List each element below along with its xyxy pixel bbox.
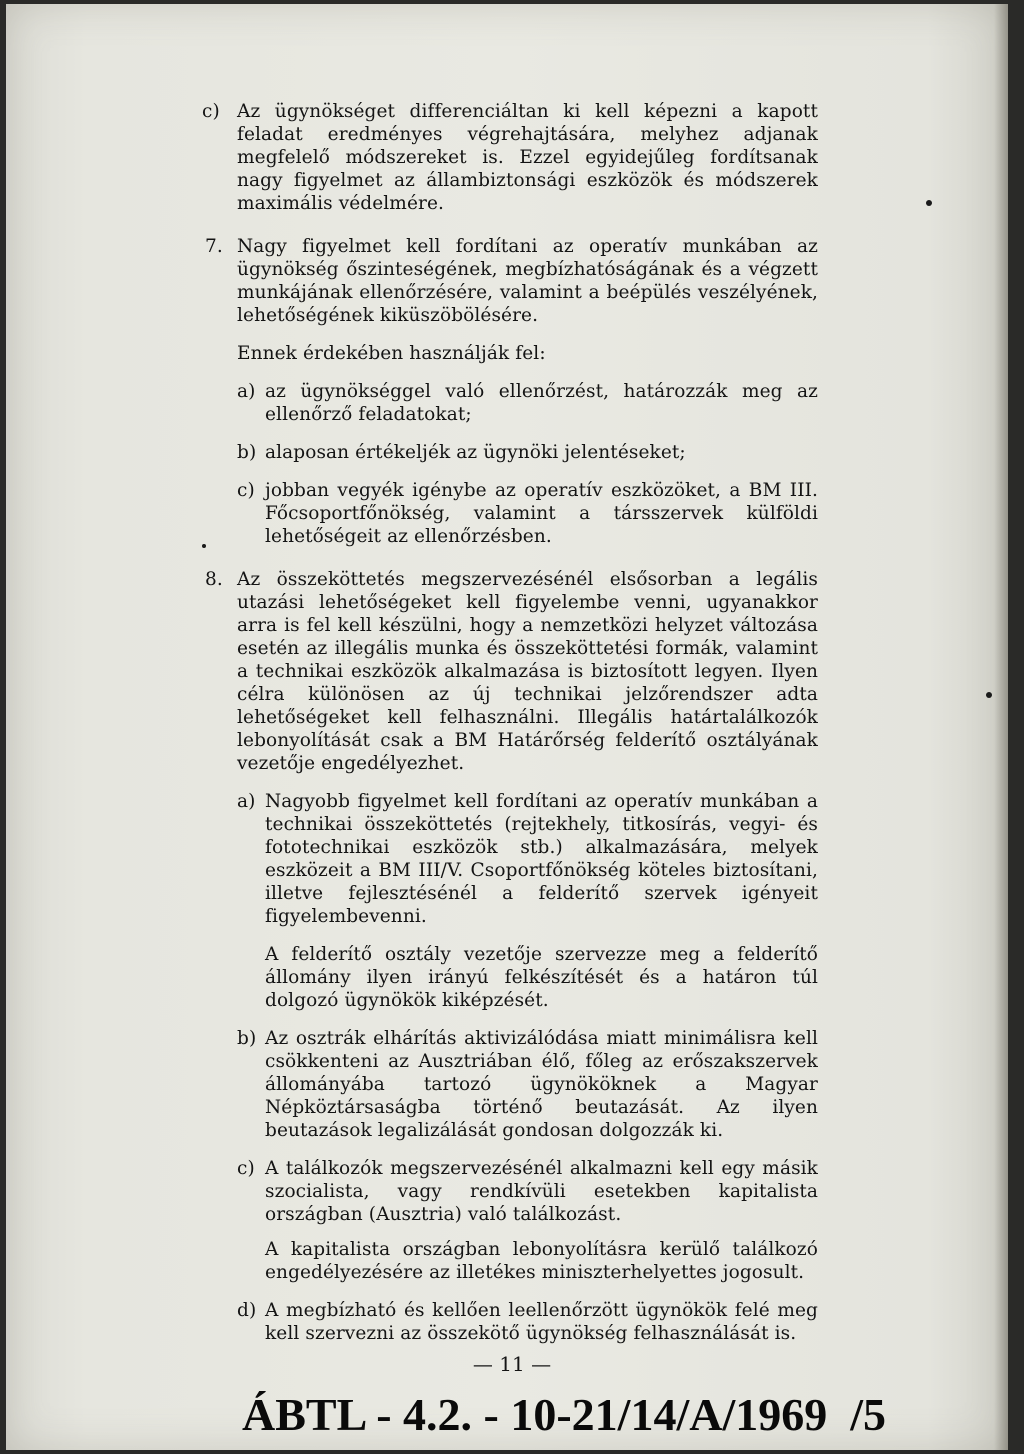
item-c-continued: [202, 100, 818, 215]
section-8-item-c: [202, 1157, 818, 1226]
section-8-item-a-extra: A felderítő osztály vezetője szervezze meg a felderítő állomány ilyen irányú felkészítését és a határon túl dolgozó ügynökök kiképzését.: [265, 944, 818, 1011]
section-number: 8.: [205, 569, 223, 590]
item-text: Az osztrák elhárítás aktivizálódása miatt minimálisra kell csökkenteni az Ausztriában élő, főleg az erőszakszervek állományába tartozó ügynököknek a Magyar Népköztársaságba történő beutazását. Az ilyen beutazások legalizálását gondosan dolgozzák ki.: [265, 1028, 818, 1141]
section-7-intro: Ennek érdekében használják fel:: [237, 343, 546, 364]
section-7-item-b: [202, 441, 818, 464]
page-number: — 11 —: [472, 1352, 552, 1376]
item-marker: c): [237, 480, 255, 501]
item-marker: a): [237, 381, 256, 402]
item-marker: b): [237, 1028, 257, 1049]
section-7: [202, 235, 818, 327]
item-text: Az ügynökséget differenciáltan ki kell képezni a kapott feladat eredményes végrehajtására, melyhez adjanak megfelelő módszereket is. Ezzel egyidejűleg fordítsanak nagy figyelmet az állambiztonsági eszközök és módszerek maximális védelmére.: [237, 101, 818, 214]
item-marker: d): [237, 1300, 257, 1321]
section-text: Nagy figyelmet kell fordítani az operatív munkában az ügynökség őszinteségének, megbízhatóságának és a végzett munkájának ellenőrzésére, valamint a beépülés veszélyének, lehetőségének kiküszöbölésére.: [237, 236, 818, 326]
scan-speck: [202, 544, 206, 548]
section-number: 7.: [205, 236, 223, 257]
section-8-item-d: [202, 1299, 818, 1345]
scan-speck: [986, 692, 992, 698]
scan-speck: [926, 200, 932, 206]
section-8-item-a: [202, 790, 818, 928]
section-7-item-c: [202, 479, 818, 548]
item-marker: a): [237, 791, 256, 812]
item-text: az ügynökséggel való ellenőrzést, határozzák meg az ellenőrző feladatokat;: [265, 381, 818, 425]
section-8-item-b: [202, 1027, 818, 1142]
item-text: A találkozók megszervezésénél alkalmazni kell egy másik szocialista, vagy rendkívüli esetekben kapitalista országban (Ausztria) való találkozást.: [265, 1158, 818, 1225]
item-text: A megbízható és kellően leellenőrzött ügynökök felé meg kell szervezni az összekötő ügynökség felhasználását is.: [265, 1300, 818, 1344]
section-text: Az összeköttetés megszervezésénél elsősorban a legális utazási lehetőségeket kell figyelembe venni, ugyanakkor arra is fel kell készülni, hogy a nemzetközi helyzet változása esetén az illegális munka és összeköttetési formák, valamint a technikai eszközök alkalmazása is biztosított legyen. Ilyen célra különösen az új technikai jelzőrendszer adta lehetőségeket kell felhasználni. Illegális határtalálkozók lebonyolítását csak a BM Határőrség felderítő osztályának vezetője engedélyezhet.: [237, 569, 818, 774]
item-text: alaposan értékeljék az ügynöki jelentéseket;: [265, 442, 686, 463]
item-marker: c): [237, 1158, 255, 1179]
document-body: [202, 100, 818, 1345]
item-marker: b): [237, 442, 257, 463]
item-text: Nagyobb figyelmet kell fordítani az operatív munkában a technikai összeköttetés (rejtekhely, titkosírás, vegyi- és fototechnikai eszközök stb.) alkalmazására, melyek eszközeit a BM III/V. Csoportfőnökség köteles biztosítani, illetve fejlesztésénél a felderítő szervek igényeit figyelembevenni.: [265, 791, 818, 927]
archive-reference-stamp: ÁBTL - 4.2. - 10-21/14/A/1969 /5: [242, 1389, 887, 1440]
section-8: [202, 568, 818, 775]
scanned-page: [6, 4, 1008, 1450]
section-8-item-c-extra: A kapitalista országban lebonyolításra kerülő találkozó engedélyezésére az illetékes miniszterhelyettes jogosult.: [265, 1239, 818, 1283]
item-text: jobban vegyék igénybe az operatív eszközöket, a BM III. Főcsoportfőnökség, valamint a társszervek külföldi lehetőségeit az ellenőrzésben.: [265, 480, 818, 547]
section-7-item-a: [202, 380, 818, 426]
item-marker: c): [202, 101, 220, 122]
